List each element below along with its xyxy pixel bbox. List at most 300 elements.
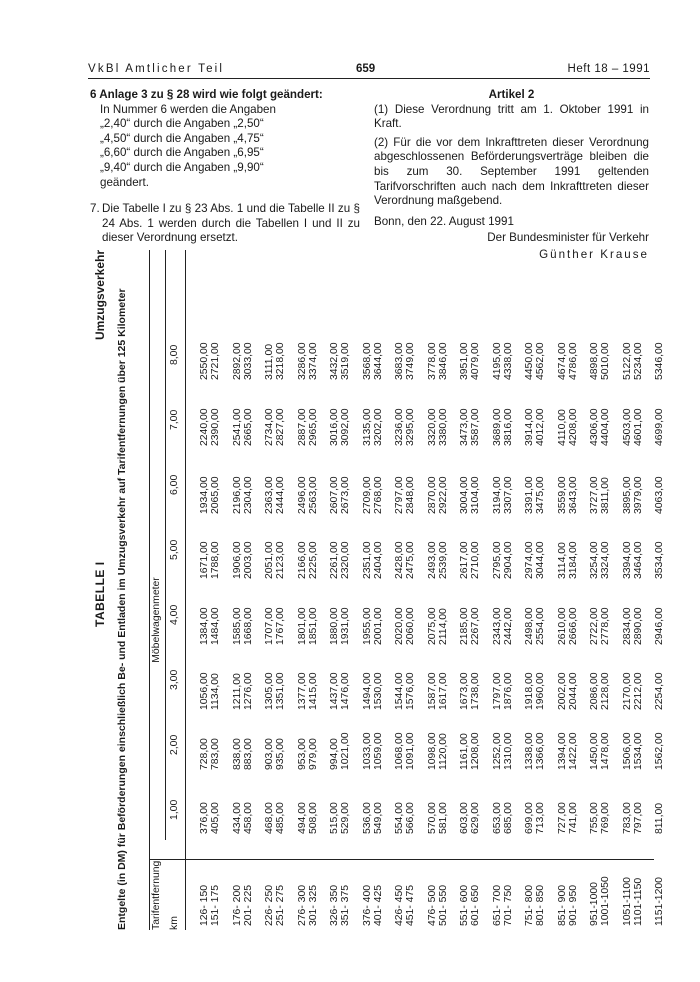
distance-range: 376- 400: [361, 884, 373, 926]
fare-value: 4063,00: [654, 476, 665, 514]
article-paragraph-1: (1) Diese Verordnung tritt am 1. Oktober 1991 in Kraft.: [374, 102, 649, 131]
fare-value: 2965,00: [307, 408, 319, 446]
table-caption: [93, 250, 113, 930]
fare-cell: [654, 342, 665, 380]
fare-value: 1880,00: [329, 607, 340, 645]
fare-value: 581,00: [437, 802, 449, 834]
fare-value: 2343,00: [491, 607, 503, 645]
fare-cell: [622, 802, 644, 834]
fare-value: 3307,00: [502, 476, 514, 514]
distance-cell: [297, 885, 319, 926]
distance-range: 851- 900: [556, 884, 568, 926]
fare-value: 755,00: [589, 802, 600, 834]
fare-cell: [427, 802, 449, 834]
fare-value: 2709,00: [361, 476, 373, 514]
fare-value: 2003,00: [242, 541, 254, 579]
distance-range: 751- 800: [524, 884, 535, 926]
fare-cell: [362, 408, 384, 446]
fare-value: 2075,00: [426, 607, 438, 645]
fare-value: 2498,00: [524, 607, 535, 645]
article-heading: Artikel 2: [488, 88, 535, 101]
fare-value: 1562,00: [654, 732, 665, 770]
distance-range: 801- 850: [535, 884, 546, 926]
fare-value: 1161,00: [459, 733, 470, 770]
fare-value: 2673,00: [340, 476, 351, 514]
fare-value: 4562,00: [535, 342, 546, 380]
fare-cell: [394, 476, 416, 514]
fare-value: 2225,00: [307, 541, 319, 579]
fare-value: 2563,00: [307, 476, 319, 514]
fare-cell: [362, 672, 384, 710]
fare-cell: [524, 802, 546, 834]
fare-value: 1310,00: [502, 732, 514, 770]
fare-value: 2493,00: [426, 541, 438, 579]
fare-value: 3016,00: [329, 408, 340, 446]
fare-cell: [199, 476, 221, 514]
fare-cell: [654, 408, 665, 446]
fare-value: 1767,00: [275, 607, 286, 645]
fare-cell: [654, 672, 665, 710]
fare-value: 1788,00: [210, 541, 221, 579]
issue-label: Heft 18 – 1991: [567, 63, 650, 75]
distance-range: 351- 375: [340, 884, 351, 926]
fare-value: 2020,00: [394, 607, 405, 645]
fare-cell: [297, 408, 319, 446]
fare-value: 3320,00: [426, 408, 438, 446]
fare-cell: [297, 476, 319, 514]
journal-name: VkBl Amtlicher Teil: [88, 63, 225, 75]
fare-value: 1091,00: [405, 732, 416, 770]
fare-value: 1338,00: [524, 732, 535, 770]
column-header: 7,00: [169, 409, 180, 430]
table-rule-vertical: [149, 859, 654, 860]
fare-value: 2795,00: [491, 541, 503, 579]
distance-range: 701- 750: [502, 884, 514, 926]
distance-range: 276- 300: [296, 884, 308, 926]
fare-cell: [654, 803, 665, 834]
fare-value: 2185,00: [459, 607, 470, 645]
fare-value: 3643,00: [567, 476, 579, 514]
fare-value: 1876,00: [502, 672, 514, 710]
fare-value: 2404,00: [372, 541, 384, 579]
amendment-end: geändert.: [100, 175, 149, 189]
distance-range: 501- 550: [437, 884, 449, 926]
fare-value: 1484,00: [210, 607, 221, 645]
fare-cell: [329, 342, 351, 380]
fare-value: 2351,00: [361, 541, 373, 579]
fare-value: 2710,00: [470, 541, 481, 579]
fare-value: 2166,00: [296, 541, 308, 579]
fare-value: 405,00: [210, 802, 221, 834]
fare-value: 1033,00: [361, 732, 373, 770]
fare-value: 1476,00: [340, 672, 351, 710]
fare-cell: [654, 476, 665, 514]
fare-cell: [297, 802, 319, 834]
fare-value: 3951,00: [459, 342, 470, 380]
fare-value: 2475,00: [405, 541, 416, 579]
item-7: [90, 202, 360, 246]
fare-value: 838,00: [231, 738, 243, 770]
fare-value: 3374,00: [307, 342, 319, 380]
amendment-intro: In Nummer 6 werden die Angaben: [100, 102, 276, 116]
fare-value: 4898,00: [589, 342, 600, 380]
fare-cell: [329, 607, 351, 645]
fare-value: 2240,00: [199, 408, 210, 446]
distance-range: 401- 425: [372, 884, 384, 926]
distance-range: 226- 250: [264, 884, 275, 926]
distance-cell: [459, 885, 481, 926]
fare-value: 883,00: [242, 738, 254, 770]
fare-value: 2212,00: [632, 672, 644, 710]
distance-cell: [589, 876, 611, 926]
fare-cell: [622, 342, 644, 380]
fare-value: 2539,00: [437, 541, 449, 579]
header-rule: [88, 78, 650, 79]
fare-value: 2848,00: [405, 476, 416, 514]
fare-cell: [394, 732, 416, 770]
fare-value: 1366,00: [535, 732, 546, 770]
fare-value: 4338,00: [502, 342, 514, 380]
fare-value: 1394,00: [556, 732, 568, 770]
fare-value: 1960,00: [535, 672, 546, 710]
fare-value: 1851,00: [307, 607, 319, 645]
fare-value: 3044,00: [535, 541, 546, 579]
fare-value: 4012,00: [535, 408, 546, 446]
table-title: TABELLE I: [93, 561, 107, 627]
fare-value: 2060,00: [405, 607, 416, 645]
fare-value: 3846,00: [437, 342, 449, 380]
fare-value: 485,00: [275, 802, 286, 834]
fare-value: 3111,00: [264, 343, 275, 380]
distance-range: 201- 225: [242, 884, 254, 926]
fare-cell: [232, 476, 254, 514]
fare-value: 685,00: [502, 802, 514, 834]
fare-cell: [394, 541, 416, 579]
fare-value: 1305,00: [264, 672, 275, 710]
fare-cell: [232, 672, 254, 710]
fare-value: 2722,00: [589, 607, 600, 645]
column-header: 5,00: [169, 539, 180, 560]
fare-cell: [459, 607, 481, 645]
fare-cell: [232, 738, 254, 770]
distance-cell: [329, 885, 351, 926]
fare-value: 1478,00: [600, 732, 611, 770]
table-subtitle: Entgelte (in DM) für Beförderungen einschließlich Be- und Entladen im Umzugsverkehr auf Tarifentfernungen über 125 Kilometer: [116, 288, 128, 930]
distance-range: 1001-1050: [600, 876, 611, 926]
fare-cell: [232, 607, 254, 645]
fare-value: 783,00: [210, 738, 221, 770]
table-rule-subheader: [165, 250, 166, 840]
fare-value: 953,00: [296, 738, 308, 770]
fare-value: 2065,00: [210, 476, 221, 514]
fare-value: 1134,00: [210, 673, 221, 710]
fare-value: 2428,00: [394, 541, 405, 579]
distance-cell: [264, 885, 286, 926]
fare-cell: [427, 672, 449, 710]
fare-value: 994,00: [329, 738, 340, 770]
fare-cell: [654, 541, 665, 579]
distance-cell: [557, 885, 579, 926]
fare-value: 2254,00: [654, 672, 665, 710]
distance-range: 901- 950: [567, 884, 579, 926]
fare-cell: [427, 607, 449, 645]
fare-value: 903,00: [264, 738, 275, 770]
distance-range: 1051-1100: [621, 877, 633, 926]
fare-value: 2887,00: [296, 408, 308, 446]
fare-cell: [589, 541, 611, 579]
fare-value: 3727,00: [589, 476, 600, 514]
distance-range: 1151-1200: [654, 877, 665, 926]
fare-value: 1906,00: [231, 541, 243, 579]
fare-cell: [264, 342, 286, 380]
fare-value: 1673,00: [459, 672, 470, 710]
fare-value: 2827,00: [275, 408, 286, 446]
fare-cell: [329, 802, 351, 834]
fare-value: 1068,00: [394, 732, 405, 770]
fare-cell: [427, 732, 449, 770]
fare-cell: [297, 738, 319, 770]
fare-cell: [459, 541, 481, 579]
fare-value: 4079,00: [470, 342, 481, 380]
fare-cell: [329, 672, 351, 710]
fare-value: 1276,00: [242, 672, 254, 710]
fare-value: 3534,00: [654, 541, 665, 579]
fare-value: 1530,00: [372, 672, 384, 710]
fare-cell: [199, 607, 221, 645]
fare-value: 4503,00: [621, 408, 633, 446]
col-group-wagon-meter: Möbelwagenmeter: [151, 577, 162, 663]
fare-value: 1211,00: [231, 673, 243, 710]
fare-value: 2496,00: [296, 476, 308, 514]
fare-value: 2390,00: [210, 408, 221, 446]
fare-value: 3432,00: [329, 342, 340, 380]
fare-value: 3587,00: [470, 408, 481, 446]
fare-value: 2086,00: [589, 672, 600, 710]
fare-value: 3286,00: [296, 342, 308, 380]
fare-cell: [394, 672, 416, 710]
amendment-line: „6,60“ durch die Angaben „6,95“: [100, 146, 264, 160]
fare-value: 3816,00: [502, 408, 514, 446]
fare-value: 5346,00: [654, 342, 665, 380]
fare-cell: [459, 802, 481, 834]
fare-cell: [199, 738, 221, 770]
fare-cell: [492, 541, 514, 579]
fare-value: 3135,00: [361, 408, 373, 446]
fare-cell: [557, 732, 579, 770]
fare-value: 1208,00: [470, 732, 481, 770]
fare-value: 3033,00: [242, 342, 254, 380]
fare-value: 536,00: [361, 802, 373, 834]
fare-cell: [297, 672, 319, 710]
fare-value: 494,00: [296, 802, 308, 834]
fare-value: 3683,00: [394, 342, 405, 380]
fare-value: 4699,00: [654, 408, 665, 446]
fare-value: 3324,00: [600, 541, 611, 579]
fare-cell: [297, 342, 319, 380]
fare-value: 2051,00: [264, 541, 275, 579]
fare-value: 3914,00: [524, 408, 535, 446]
fare-value: 3254,00: [589, 541, 600, 579]
fare-value: 2974,00: [524, 541, 535, 579]
fare-cell: [394, 802, 416, 834]
fare-value: 1021,00: [340, 732, 351, 770]
fare-value: 1544,00: [394, 672, 405, 710]
fare-cell: [622, 476, 644, 514]
fare-cell: [264, 672, 286, 710]
table-rule-top: [149, 250, 150, 930]
fare-cell: [622, 541, 644, 579]
fare-cell: [329, 541, 351, 579]
fare-value: 2550,00: [199, 342, 210, 380]
fare-value: 2666,00: [567, 607, 579, 645]
fare-cell: [557, 342, 579, 380]
fare-value: 653,00: [491, 802, 503, 834]
fare-value: 713,00: [535, 802, 546, 834]
fare-value: 566,00: [405, 802, 416, 834]
item-7-number: 7.: [90, 202, 100, 216]
km-header: km: [169, 916, 180, 930]
fare-cell: [264, 802, 286, 834]
fare-cell: [264, 541, 286, 579]
fare-value: 3475,00: [535, 476, 546, 514]
fare-value: 2444,00: [275, 476, 286, 514]
distance-cell: [654, 877, 665, 926]
fare-cell: [329, 732, 351, 770]
distance-cell: [199, 885, 221, 926]
fare-value: 4674,00: [556, 342, 568, 380]
fare-cell: [492, 476, 514, 514]
fare-cell: [362, 476, 384, 514]
fare-value: 1671,00: [199, 541, 210, 579]
column-header: 1,00: [169, 799, 180, 820]
fare-cell: [524, 607, 546, 645]
fare-cell: [264, 408, 286, 446]
fare-value: 2363,00: [264, 476, 275, 514]
side-label: Umzugsverkehr: [93, 250, 107, 341]
distance-cell: [394, 885, 416, 926]
right-column: [374, 88, 649, 263]
fare-value: 797,00: [632, 802, 644, 834]
item-7-text: Die Tabelle I zu § 23 Abs. 1 und die Tabelle II zu § 24 Abs. 1 werden durch die Tabellen I und II zu dieser Verordnung ersetzt.: [102, 202, 360, 245]
column-header: 6,00: [169, 474, 180, 495]
fare-cell: [362, 802, 384, 834]
fare-cell: [492, 732, 514, 770]
fare-value: 434,00: [231, 802, 243, 834]
distance-range: 151- 175: [210, 884, 221, 926]
fare-value: 2442,00: [502, 607, 514, 645]
place-date: Bonn, den 22. August 1991: [374, 214, 514, 228]
fare-cell: [232, 408, 254, 446]
fare-cell: [492, 342, 514, 380]
fare-value: 3519,00: [340, 342, 351, 380]
fare-value: 1377,00: [296, 672, 308, 710]
fare-value: 741,00: [567, 802, 579, 834]
fare-value: 3391,00: [524, 476, 535, 514]
fare-value: 3568,00: [361, 342, 373, 380]
distance-range: 301- 325: [307, 884, 319, 926]
fare-table: [149, 247, 665, 930]
fare-value: 2721,00: [210, 342, 221, 380]
fare-value: 3689,00: [491, 408, 503, 446]
fare-cell: [329, 408, 351, 446]
fare-cell: [524, 672, 546, 710]
fare-value: 1384,00: [199, 607, 210, 645]
fare-value: 2267,00: [470, 607, 481, 645]
fare-value: 3114,00: [556, 542, 568, 579]
fare-cell: [297, 607, 319, 645]
fare-value: 3394,00: [621, 541, 633, 579]
fare-value: 508,00: [307, 802, 319, 834]
fare-value: 570,00: [426, 802, 438, 834]
column-header: 8,00: [169, 344, 180, 365]
fare-value: 1738,00: [470, 672, 481, 710]
fare-value: 1576,00: [405, 672, 416, 710]
column-header: 4,00: [169, 604, 180, 625]
fare-value: 1450,00: [589, 732, 600, 770]
distance-range: 126- 150: [199, 884, 210, 926]
fare-cell: [557, 476, 579, 514]
distance-range: 651- 700: [491, 884, 503, 926]
fare-value: 1506,00: [621, 732, 633, 770]
fare-value: 1422,00: [567, 732, 579, 770]
fare-cell: [589, 607, 611, 645]
fare-value: 2892,00: [231, 342, 243, 380]
fare-value: 783,00: [621, 802, 633, 834]
fare-cell: [427, 342, 449, 380]
fare-cell: [557, 541, 579, 579]
fare-cell: [492, 607, 514, 645]
fare-value: 2834,00: [621, 607, 633, 645]
fare-cell: [232, 342, 254, 380]
fare-value: 935,00: [275, 738, 286, 770]
distance-cell: [492, 885, 514, 926]
fare-value: 2797,00: [394, 476, 405, 514]
fare-cell: [459, 476, 481, 514]
fare-value: 2734,00: [264, 408, 275, 446]
fare-value: 1494,00: [361, 672, 373, 710]
fare-cell: [459, 408, 481, 446]
distance-cell: [362, 885, 384, 926]
fare-value: 2304,00: [242, 476, 254, 514]
fare-value: 5122,00: [621, 342, 633, 380]
table-rule-header: [185, 250, 186, 930]
fare-cell: [524, 732, 546, 770]
fare-value: 728,00: [199, 738, 210, 770]
fare-cell: [362, 541, 384, 579]
fare-cell: [362, 607, 384, 645]
fare-cell: [524, 541, 546, 579]
fare-cell: [362, 732, 384, 770]
fare-value: 2617,00: [459, 541, 470, 579]
fare-value: 2554,00: [535, 607, 546, 645]
fare-cell: [524, 342, 546, 380]
fare-cell: [492, 672, 514, 710]
fare-cell: [654, 607, 665, 645]
fare-cell: [264, 607, 286, 645]
fare-value: 1351,00: [275, 672, 286, 710]
amendment-line: „9,40“ durch die Angaben „9,90“: [100, 160, 264, 174]
fare-cell: [427, 408, 449, 446]
fare-value: 2170,00: [621, 672, 633, 710]
fare-value: 1415,00: [307, 672, 319, 710]
fare-value: 5234,00: [632, 342, 644, 380]
distance-range: 251- 275: [275, 884, 286, 926]
left-column: [90, 88, 360, 246]
fare-value: 4306,00: [589, 408, 600, 446]
fare-value: 3184,00: [567, 541, 579, 579]
fare-value: 3749,00: [405, 342, 416, 380]
fare-cell: [557, 672, 579, 710]
